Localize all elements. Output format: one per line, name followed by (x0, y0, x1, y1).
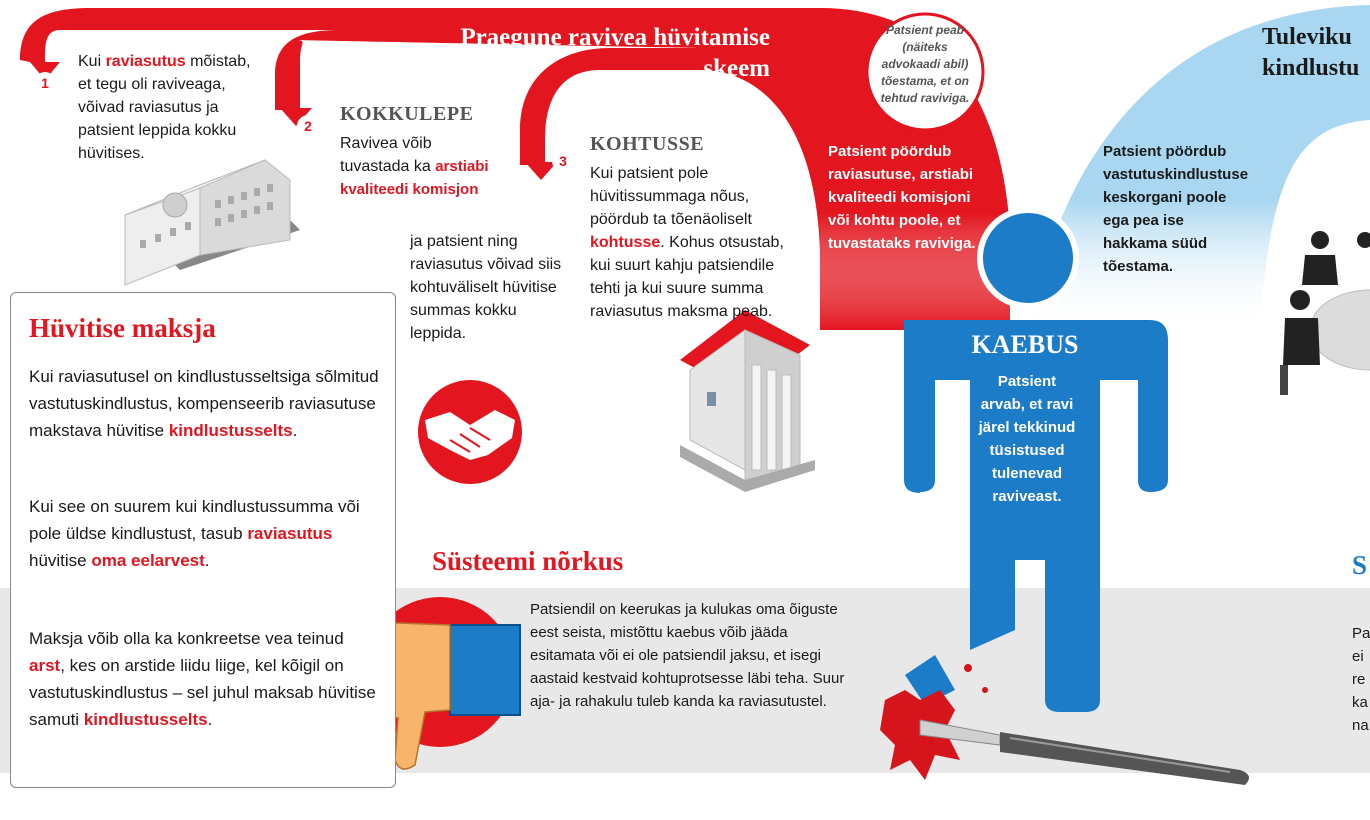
current-scheme-title-line1: Praegune ravivea hüvitamise (460, 24, 770, 51)
future-scheme-title-line1: Tuleviku (1262, 24, 1352, 50)
future-weakness-line-2: ei (1352, 648, 1364, 665)
payer-paragraph-2 (29, 493, 384, 574)
current-scheme-title (400, 22, 770, 84)
payer-p3-mid: , kes on arstide liidu liige, kel kõigil on vastutuskindlustus – sel juhul maksab hüvitise samuti (29, 656, 376, 729)
payer-p2-red1: raviasutus (247, 524, 333, 543)
step-3-text-a: Kui patsient pole hüvitissummaga nõus, pöördub ta tõenäoliselt (590, 165, 752, 228)
payer-panel (10, 292, 396, 788)
payer-p3-b: . (207, 710, 213, 729)
payer-p3-a: Maksja võib olla ka konkreetse vea teinud (29, 629, 344, 648)
step-3-text-b: . Kohus otsustab, kui suurt kahju patsiendile tehti ja kui suure summa raviasutus maksma peab. (590, 234, 784, 320)
payer-paragraph-1 (29, 363, 384, 444)
step-2-text-red: arstiabi kvaliteedi komisjon (340, 158, 489, 198)
future-weakness-line-3: re (1352, 671, 1366, 688)
step-2-title: KOKKULEPE (340, 103, 474, 125)
payer-paragraph-3 (29, 625, 384, 733)
meeting-table-icon (1280, 231, 1370, 395)
payer-p3-red1: arst (29, 656, 61, 675)
handshake-icon (418, 380, 522, 484)
step-1-text-b: mõistab, et tegu oli raviveaga, võivad raviasutus ja patsient leppida kokku hüvitises. (78, 53, 251, 162)
current-path-text: Patsient pöördub raviasutuse, arstiabi kvaliteedi komisjoni või kohtu poole, et tuvastataks raviviga. (828, 143, 976, 252)
step-1-text-red: raviasutus (105, 53, 186, 70)
payer-p2-red2: oma eelarvest (91, 551, 205, 570)
future-weakness-line-5: na (1352, 717, 1369, 734)
payer-p1-b: . (292, 421, 298, 440)
future-weakness-title: S (1352, 550, 1368, 580)
future-weakness-text (1352, 622, 1370, 737)
future-path-text: Patsient pöördub vastutuskindlustuse keskorgani poole ega pea ise hakkama süüd tõestama. (1103, 143, 1249, 275)
payer-p2-mid: hüvitise (29, 551, 92, 570)
step-2-text-a: Ravivea võib tuvastada ka (340, 135, 432, 175)
step-3-text (590, 162, 802, 323)
step-1-badge: 1 (34, 72, 56, 94)
note-bubble-text: Patsient peab (näiteks advokaadi abil) tõestama, et on tehtud raviviga. (880, 23, 970, 105)
weakness-text: Patsiendil on keerukas ja kulukas oma õiguste eest seista, mistõttu kaebus võib jääda esitamata või ei ole patsiendil jaksu, et isegi aastaid kestvaid kohtuprotsesse läbi teha. Suur aja- ja rahakulu tuleb kanda ka raviasutustel. (530, 601, 845, 710)
courthouse-icon (680, 310, 815, 492)
future-weakness-line-4: ka (1352, 694, 1368, 711)
payer-title: Hüvitise maksja (29, 313, 216, 343)
complaint-title: KAEBUS (971, 330, 1079, 359)
weakness-title: Süsteemi nõrkus (432, 546, 624, 576)
payer-p3-red2: kindlustusselts (83, 710, 208, 729)
future-scheme-title (1262, 22, 1359, 84)
payer-p2-a: Kui see on suurem kui kindlustussumma või pole üldse kindlustust, tasub (29, 497, 360, 543)
hospital-building-icon (125, 160, 300, 285)
future-weakness-line-1: Pa (1352, 625, 1370, 642)
complaint-text: Patsient arvab, et ravi järel tekkinud tüsistused tulenevad raviveast. (978, 373, 1076, 505)
step-3-badge: 3 (552, 150, 574, 172)
step-2-text-top (340, 132, 505, 201)
step-1-text (78, 50, 253, 165)
step-3-title: KOHTUSSE (590, 133, 705, 155)
payer-p1-red: kindlustusselts (168, 421, 293, 440)
current-scheme-title-line2: skeem (703, 55, 770, 82)
payer-p1-a: Kui raviasutusel on kindlustusseltsiga sõlmitud vastutuskindlustus, kompenseerib raviasutuse makstava hüvitise (29, 367, 379, 440)
step-3-text-red: kohtusse (590, 234, 661, 251)
step-1-text-a: Kui (78, 53, 106, 70)
step-2-badge: 2 (297, 115, 319, 137)
payer-p2-b: . (204, 551, 210, 570)
step-2-text-b: ja patsient ning raviasutus võivad siis kohtuväliselt hüvitise summas kokku leppida. (410, 233, 562, 342)
future-scheme-title-line2: kindlustu (1262, 55, 1360, 81)
